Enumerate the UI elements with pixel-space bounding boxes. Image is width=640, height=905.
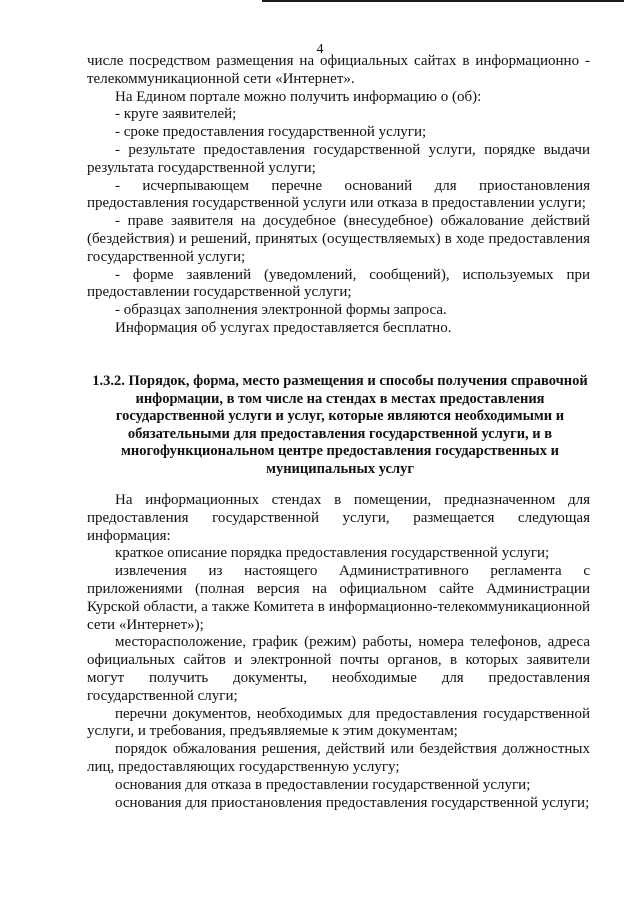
section-heading-text: 1.3.2. Порядок, форма, место размещения и способы получения справочной информации, в том числе на стендах в местах предоставления государственной услуги и услуг, которые являются необходимыми и обязательными для предоставления государственной услуги, и в многофункциональном центре предоставления государственных и муниципальных услуг [92,373,588,477]
paragraph: - результате предоставления государственной услуги, порядке выдачи результата государственной услуги; [87,141,590,176]
paragraph: основания для приостановления предоставления государственной услуги; [115,794,590,811]
paragraph: перечни документов, необходимых для предоставления государственной услуги, и требования, предъявляемые к этим документам; [87,705,590,740]
paragraph: числе посредством размещения на официальных сайтах в информационно - телекоммуникационной сети «Интернет». [87,53,590,87]
paragraph: - сроке предоставления государственной услуги; [115,124,427,141]
paragraph: На информационных стендах в помещении, предназначенном для предоставления государственной услуги, размещается следующая информация: [87,492,590,544]
paragraph: месторасположение, график (режим) работы, номера телефонов, адреса официальных сайтов и электронной почты органов, в которых заявители могут получить документы, необходимые для предоставления государственной слуги; [87,634,590,704]
paragraph: краткое описание порядка предоставления государственной услуги; [115,545,550,562]
paragraph: извлечения из настоящего Административного регламента с приложениями (полная версия на официальном сайте Администрации Курской области, а также Комитета в информационно-телекоммуникационной сети «Интернет»); [87,563,590,633]
paragraph: - круге заявителей; [115,106,237,123]
paragraph: - форме заявлений (уведомлений, сообщений), используемых при предоставлении государственной услуги; [87,266,590,301]
section-heading [90,373,590,478]
paragraph: - исчерпывающем перечне оснований для приостановления предоставления государственной услуги или отказа в предоставлении услуги; [87,177,590,212]
page-number: 4 [316,42,324,57]
intro-text-block [87,53,590,338]
paragraph: Информация об услугах предоставляется бесплатно. [115,319,452,336]
paragraph: - образцах заполнения электронной формы запроса. [115,302,447,319]
paragraph: На Едином портале можно получить информацию о (об): [115,88,482,105]
paragraph: порядок обжалования решения, действий или бездействия должностных лиц, предоставляющих государственную услугу; [87,741,590,775]
stands-text-block [87,492,590,812]
paragraph: - праве заявителя на досудебное (внесудебное) обжалование действий (бездействия) и решений, принятых (осуществляемых) в ходе предоставления государственной услуги; [87,213,590,265]
paragraph: основания для отказа в предоставлении государственной услуги; [115,776,531,793]
top-rule [262,0,624,2]
